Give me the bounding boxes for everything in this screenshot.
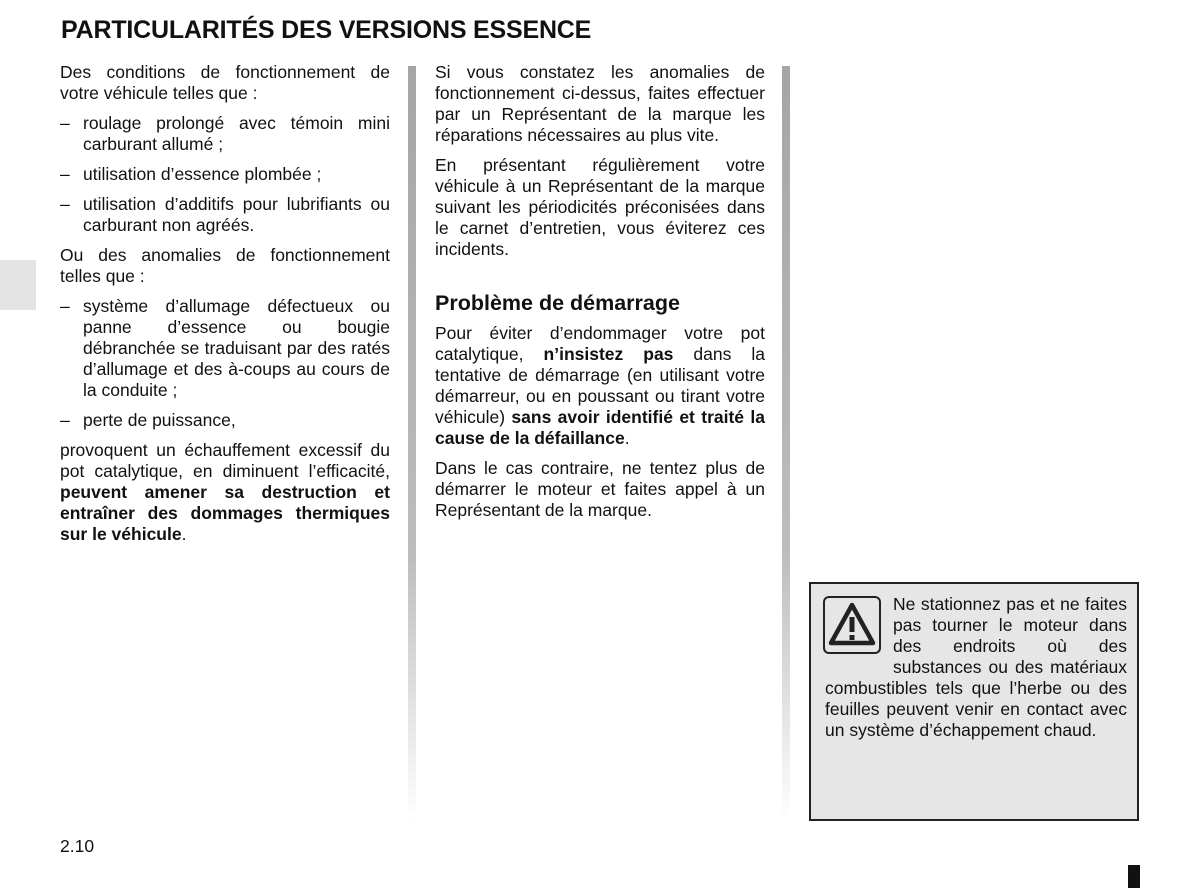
warning-text: Ne stationnez pas et ne faites pas tourner le moteur dans des endroits où des substances ou des matériaux combustibles tels que l’herbe ou des feuilles peuvent venir en contact avec un système d’échappement chaud. [825, 594, 1127, 740]
starting-problem-paragraph: Pour éviter d’endommager votre pot catalytique, n’insistez pas dans la tentative de démarrage (en utilisant votre démarreur, ou en poussant ou tirant votre véhicule) sans avoir identifié et traité la cause de la défaillance. [435, 323, 765, 448]
contrary-case-paragraph: Dans le cas contraire, ne tentez plus de démarrer le moteur et faites appel à un Représentant de la marque. [435, 458, 765, 520]
section-heading: Problème de démarrage [435, 291, 680, 315]
bullet-dash: – [60, 296, 70, 316]
column-left [60, 62, 390, 554]
warning-box [809, 582, 1139, 821]
list-item: – système d’allumage défectueux ou panne d’essence ou bougie débranchée se traduisant par des ratés d’allumage et des à-coups au cours de la conduite ; [60, 296, 390, 400]
column-middle [435, 62, 765, 530]
list-item: – utilisation d’additifs pour lubrifiants ou carburant non agréés. [60, 194, 390, 235]
list-item: – utilisation d’essence plombée ; [60, 164, 322, 184]
bullet-dash: – [60, 194, 70, 214]
bullet-dash: – [60, 113, 70, 133]
anomalies-intro: Ou des anomalies de fonctionnement telles que : [60, 245, 390, 286]
conclusion-emphasis: peuvent amener sa destruction et entraîner des dommages thermiques sur le véhicule [60, 482, 390, 544]
page-corner-mark [1128, 865, 1140, 888]
bullet-dash: – [60, 410, 70, 430]
column-divider-right [782, 66, 790, 820]
page-number: 2.10 [60, 836, 95, 856]
maintenance-paragraph: En présentant régulièrement votre véhicule à un Représentant de la marque suivant les périodicités préconisées dans le carnet d’entretien, vous éviterez ces incidents. [435, 155, 765, 259]
intro-paragraph: Des conditions de fonctionnement de votre véhicule telles que : [60, 62, 390, 103]
list-item: – roulage prolongé avec témoin mini carburant allumé ; [60, 113, 390, 154]
conditions-list [60, 113, 390, 236]
anomalies-list [60, 296, 390, 431]
page-title: PARTICULARITÉS DES VERSIONS ESSENCE [61, 16, 592, 44]
chapter-tab [0, 260, 36, 310]
anomaly-advice-paragraph: Si vous constatez les anomalies de fonctionnement ci-dessus, faites effectuer par un Représentant de la marque les réparations nécessaires au plus vite. [435, 62, 765, 145]
bullet-dash: – [60, 164, 70, 184]
list-item: – perte de puissance, [60, 410, 236, 430]
column-divider-left [408, 66, 416, 820]
conclusion-paragraph: provoquent un échauffement excessif du pot catalytique, en diminuent l’efficacité, peuvent amener sa destruction et entraîner des dommages thermiques sur le véhicule. [60, 440, 390, 544]
